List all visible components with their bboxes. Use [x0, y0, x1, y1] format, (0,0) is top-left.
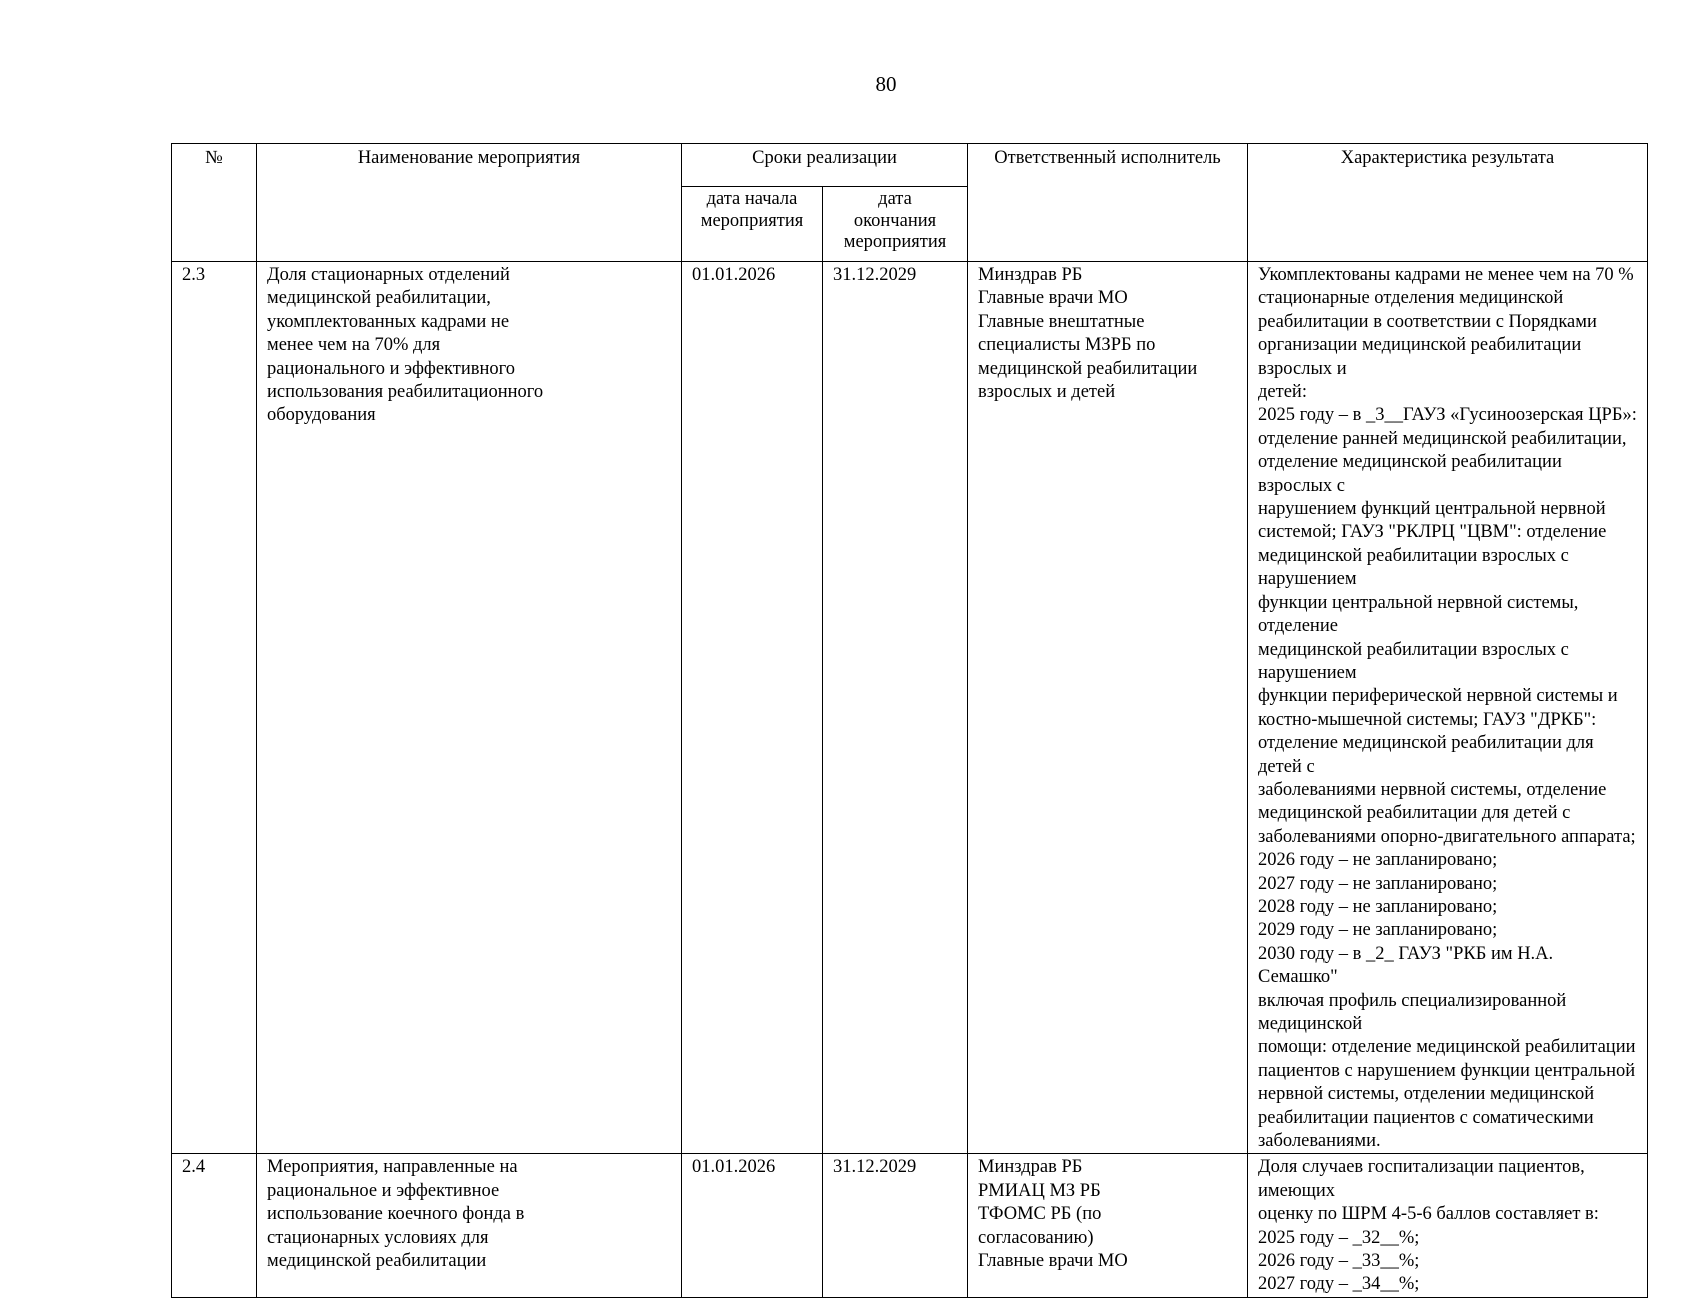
text-line: детей:: [1258, 382, 1307, 403]
row-name: [257, 262, 682, 1154]
row-start-date: 01.01.2026: [682, 262, 823, 1154]
row-end-date: 31.12.2029: [823, 1154, 968, 1297]
text-line: использование коечного фонда в: [267, 1204, 525, 1225]
text-line: Главные внештатные: [978, 311, 1145, 332]
text-line: заболеваниями нервной системы, отделение: [1258, 779, 1607, 800]
text-line: 2027 году – _34__%;: [1258, 1274, 1420, 1295]
text-line: Минздрав РБ: [978, 265, 1083, 285]
header-name: Наименование мероприятия: [257, 144, 682, 262]
row-responsible: [968, 1154, 1248, 1297]
text-line: согласованию): [978, 1227, 1094, 1248]
header-number: №: [172, 144, 257, 262]
text-line: стационарные отделения медицинской: [1258, 288, 1564, 309]
text-line: костно-мышечной системы; ГАУЗ "ДРКБ":: [1258, 709, 1597, 730]
text-line: окончания: [853, 210, 937, 231]
text-line: Минздрав РБ: [978, 1157, 1083, 1178]
text-line: 2029 году – не запланировано;: [1258, 920, 1498, 941]
text-line: дата: [878, 189, 912, 209]
text-line: Доля случаев госпитализации пациентов, имеющих: [1258, 1157, 1585, 1201]
text-line: медицинской реабилитации для детей с: [1258, 803, 1571, 824]
text-line: Доля стационарных отделений: [267, 265, 510, 285]
row-start-date: 01.01.2026: [682, 1154, 823, 1297]
text-line: помощи: отделение медицинской реабилитации: [1258, 1037, 1636, 1058]
text-line: Укомплектованы кадрами не менее чем на 70 %: [1258, 265, 1634, 285]
text-line: 2025 году – _32__%;: [1258, 1227, 1420, 1248]
text-line: укомплектованных кадрами не: [267, 311, 510, 332]
row-number: 2.3: [172, 262, 257, 1154]
text-line: Главные врачи МО: [978, 1251, 1128, 1272]
text-line: пациентов с нарушением функции центральной: [1258, 1060, 1636, 1081]
text-line: 2028 году – не запланировано;: [1258, 896, 1498, 917]
text-line: отделение ранней медицинской реабилитации,: [1258, 428, 1627, 449]
row-end-date: 31.12.2029: [823, 262, 968, 1154]
row-number: 2.4: [172, 1154, 257, 1297]
text-line: медицинской реабилитации: [978, 358, 1198, 379]
table-header: [172, 144, 1648, 262]
text-line: менее чем на 70% для: [267, 335, 441, 356]
text-line: нервной системы, отделении медицинской: [1258, 1084, 1595, 1105]
measures-table: [171, 143, 1648, 1298]
text-line: системой; ГАУЗ "РКЛРЦ "ЦВМ": отделение: [1258, 522, 1607, 543]
text-line: рациональное и эффективное: [267, 1180, 500, 1201]
text-line: стационарных условиях для: [267, 1227, 489, 1248]
text-line: мероприятия: [843, 232, 947, 252]
text-line: медицинской реабилитации: [267, 1251, 487, 1272]
text-line: оборудования: [267, 405, 376, 426]
table-row: [172, 1154, 1648, 1297]
text-line: 2025 году – в _3__ГАУЗ «Гусиноозерская ЦРБ»:: [1258, 405, 1637, 426]
row-result: [1248, 1154, 1648, 1297]
text-line: нарушением функций центральной нервной: [1258, 499, 1606, 520]
header-responsible: Ответственный исполнитель: [968, 144, 1248, 262]
text-line: ТФОМС РБ (по: [978, 1204, 1102, 1225]
text-line: заболеваниями опорно-двигательного аппарата;: [1258, 826, 1636, 847]
text-line: 2027 году – не запланировано;: [1258, 873, 1498, 894]
text-line: Мероприятия, направленные на: [267, 1157, 518, 1178]
row-responsible: [968, 262, 1248, 1154]
text-line: отделение медицинской реабилитации для детей с: [1258, 733, 1594, 777]
text-line: 2026 году – не запланировано;: [1258, 850, 1498, 871]
header-result: Характеристика результата: [1248, 144, 1648, 262]
row-name: [257, 1154, 682, 1297]
header-start-date: [682, 187, 823, 262]
text-line: медицинской реабилитации взрослых с нарушением: [1258, 545, 1569, 590]
header-terms: Сроки реализации: [682, 144, 968, 187]
text-line: медицинской реабилитации взрослых с нарушением: [1258, 639, 1569, 683]
text-line: оценку по ШРМ 4-5-6 баллов составляет в:: [1258, 1204, 1599, 1225]
text-line: дата начала: [706, 189, 798, 209]
text-line: мероприятия: [700, 210, 804, 231]
text-line: функции периферической нервной системы и: [1258, 686, 1618, 707]
text-line: реабилитации пациентов с соматическими: [1258, 1107, 1594, 1128]
text-line: функции центральной нервной системы, отделение: [1258, 592, 1579, 637]
text-line: 2026 году – _33__%;: [1258, 1251, 1420, 1272]
text-line: взрослых и детей: [978, 382, 1116, 403]
page-number: 80: [875, 72, 897, 96]
text-line: включая профиль специализированной медицинской: [1258, 990, 1567, 1034]
text-line: медицинской реабилитации,: [267, 288, 491, 309]
row-result: [1248, 262, 1648, 1154]
text-line: реабилитации в соответствии с Порядками: [1258, 311, 1597, 332]
table-row: [172, 262, 1648, 1154]
text-line: 2030 году – в _2_ ГАУЗ "РКБ им Н.А. Семашко": [1258, 943, 1554, 988]
text-line: РМИАЦ МЗ РБ: [978, 1180, 1101, 1201]
text-line: рационального и эффективного: [267, 358, 516, 379]
text-line: использования реабилитационного: [267, 382, 544, 403]
header-end-date: [823, 187, 968, 262]
text-line: специалисты МЗРБ по: [978, 335, 1156, 356]
text-line: Главные врачи МО: [978, 288, 1128, 309]
text-line: отделение медицинской реабилитации взрослых с: [1258, 452, 1562, 496]
text-line: заболеваниями.: [1258, 1131, 1381, 1152]
text-line: организации медицинской реабилитации взрослых и: [1258, 335, 1582, 379]
